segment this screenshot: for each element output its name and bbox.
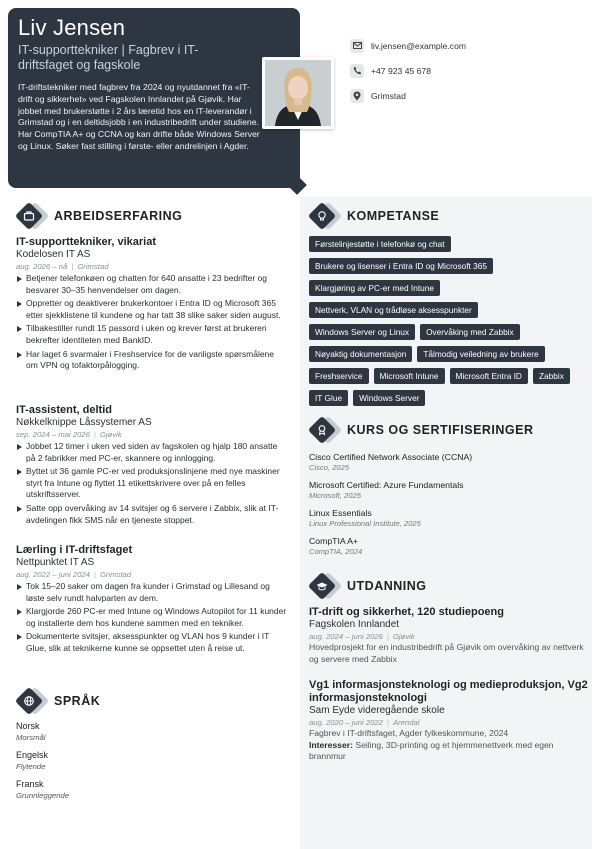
language-name: Norsk	[16, 721, 40, 731]
graduation-cap-icon	[309, 573, 335, 599]
contact-location: Grimstad	[371, 90, 406, 101]
job-meta: aug. 2026 – nå | Grimstad	[16, 262, 109, 271]
candidate-name: Liv Jensen	[18, 15, 126, 40]
section-title-certs: KURS OG SERTIFISERINGER	[347, 423, 534, 437]
skill-chip: Brukere og lisenser i Entra ID og Microsoft 365	[309, 258, 493, 274]
profile-summary: IT-driftstekniker med fagbrev fra 2024 og nyutdannet fra «IT-drift og sikkerhet» ved Fagskolen Innlandet på Gjøvik. Har jobbet med brukerstøtte i 2 års læretid hos en IT-leverandør i Grimstad og i en deltidsjobb i en industribedrift under studiene. Har CompTIA A+ og CCNA og kan drifte både Windows Server og Linux. Søker fast stilling i første- eller andrelinjen i Agder.	[18, 82, 260, 151]
lightbulb-icon	[309, 203, 335, 229]
interests-label: Interesser:	[309, 739, 353, 750]
list-item: Byttet ut 36 gamle PC-er ved produksjonslinjene med nye maskiner styrt fra Intune og flyttet 11 etikettskrivere over på en felles utskriftsserver.	[16, 466, 288, 501]
section-header-skills	[309, 203, 439, 229]
job-title: Lærling i IT-driftsfaget	[16, 544, 133, 556]
section-title-education: UTDANNING	[347, 579, 427, 593]
profile-photo	[262, 57, 334, 129]
section-title-experience: ARBEIDSERFARING	[54, 209, 183, 223]
skill-chip: Windows Server	[353, 390, 425, 406]
list-item: Har laget 6 svarmaler i Freshservice for de vanligste spørsmålene om VPN og tofaktorpålogging.	[16, 349, 288, 372]
interests-text: Seiling, 3D-printing og et hjemmenettverk med egen brannmur	[309, 739, 554, 761]
skill-chip: Microsoft Entra ID	[450, 368, 528, 384]
skill-chip: Windows Server og Linux	[309, 324, 415, 340]
education-school: Fagskolen Innlandet	[309, 619, 400, 630]
job-meta: aug. 2022 – juni 2024 | Grimstad	[16, 570, 132, 579]
cert-list	[309, 451, 589, 563]
language-level: Morsmål	[16, 733, 46, 742]
cert-issuer: Linux Professional Institute, 2025	[309, 519, 421, 528]
cert-name: Linux Essentials	[309, 508, 372, 518]
skill-chip: Overvåking med Zabbix	[420, 324, 520, 340]
job-entry	[16, 236, 288, 374]
contact-email-row[interactable]	[350, 33, 466, 58]
phone-icon	[350, 64, 364, 78]
section-header-experience	[16, 203, 182, 229]
list-item: Tilbakestiller rundt 15 passord i uken og krever først at brukeren bekrefter identiteten med BankID.	[16, 323, 288, 346]
education-entry	[309, 679, 589, 763]
language-name: Fransk	[16, 779, 44, 789]
list-item: Tok 15–20 saker om dagen fra kunder i Grimstad og Lillesand og løste selv rundt halvparten av dem.	[16, 581, 288, 604]
cert-name: CompTIA A+	[309, 536, 359, 546]
award-icon	[309, 417, 335, 443]
job-entry	[16, 544, 288, 657]
job-bullets	[16, 273, 288, 372]
section-title-languages: SPRÅK	[54, 694, 101, 708]
candidate-role: IT-supporttekniker | Fagbrev i IT-driftsfaget og fagskole	[18, 43, 199, 72]
skill-chip: IT Glue	[309, 390, 348, 406]
job-employer: Nettpunktet IT AS	[16, 557, 95, 568]
education-description: Fagbrev i IT-driftsfaget, Agder fylkeskommune, 2024	[309, 728, 509, 738]
interests	[309, 740, 589, 763]
skill-chip: Microsoft Intune	[374, 368, 445, 384]
portrait-image	[265, 60, 331, 126]
education-description: Hovedprosjekt for en industribedrift på Gjøvik om overvåking av nettverk og servere med Zabbix	[309, 642, 584, 664]
list-item: Jobbet 12 timer i uken ved siden av fagskolen og hjalp 180 ansatte på 2 fabrikker med PC-er, skannere og innlogging.	[16, 441, 288, 464]
contact-block	[350, 33, 466, 108]
section-title-skills: KOMPETANSE	[347, 209, 440, 223]
education-entry	[309, 606, 589, 665]
skill-chip: Freshservice	[309, 368, 369, 384]
education-meta: aug. 2024 – juni 2026 | Gjøvik	[309, 632, 415, 641]
education-title: IT-drift og sikkerhet, 120 studiepoeng	[309, 606, 504, 618]
section-header-languages	[16, 688, 100, 714]
job-bullets	[16, 581, 288, 655]
list-item: Oppretter og deaktiverer brukerkontoer i Entra ID og Microsoft 365 etter sjekklistene til kundene og har tatt 38 slike saker siden august.	[16, 298, 288, 321]
contact-phone-row[interactable]	[350, 58, 466, 83]
education-title: Vg1 informasjonsteknologi og medieproduksjon, Vg2 informasjonsteknologi	[309, 679, 588, 704]
list-item: Satte opp overvåking av 14 svitsjer og 6 servere i Zabbix, slik at IT-avdelingen fikk SMS når en tjeneste stoppet.	[16, 503, 288, 526]
job-entry	[16, 404, 288, 528]
contact-location-row	[350, 83, 466, 108]
cert-issuer: CompTIA, 2024	[309, 547, 363, 556]
list-item: Betjener telefonkøen og chatten for 640 ansatte i 23 bedrifter og besvarer 30–35 henvendelser om dagen.	[16, 273, 288, 296]
skill-chip: Førstelinjestøtte i telefonkø og chat	[309, 236, 451, 252]
mail-icon	[350, 39, 364, 53]
cert-issuer: Cisco, 2025	[309, 463, 350, 472]
contact-email[interactable]: liv.jensen@example.com	[371, 40, 467, 51]
cert-name: Microsoft Certified: Azure Fundamentals	[309, 480, 464, 490]
map-pin-icon	[350, 89, 364, 103]
job-title: IT-supporttekniker, vikariat	[16, 236, 156, 248]
job-bullets	[16, 441, 288, 526]
language-name: Engelsk	[16, 750, 49, 760]
language-level: Flytende	[16, 762, 46, 771]
skill-chip: Zabbix	[533, 368, 570, 384]
contact-phone[interactable]: +47 923 45 678	[371, 65, 431, 76]
education-meta: aug. 2020 – juni 2022 | Arendal	[309, 718, 420, 727]
job-employer: Kodelosen IT AS	[16, 249, 91, 260]
job-employer: Nøkkelknippe Låssystemer AS	[16, 417, 152, 428]
skill-chip: Nettverk, VLAN og trådløse aksesspunkter	[309, 302, 478, 318]
cert-issuer: Microsoft, 2025	[309, 491, 361, 500]
globe-icon	[16, 688, 42, 714]
education-school: Sam Eyde videregående skole	[309, 705, 445, 716]
section-header-education	[309, 573, 427, 599]
header-card	[8, 8, 300, 188]
list-item: Klargjorde 260 PC-er med Intune og Windows Autopilot for 11 kunder og installerte dem hos kundene sammen med en tekniker.	[16, 606, 288, 629]
skill-chip: Nøyaktig dokumentasjon	[309, 346, 412, 362]
cert-name: Cisco Certified Network Associate (CCNA)	[309, 452, 473, 462]
job-title: IT-assistent, deltid	[16, 404, 112, 416]
list-item: Dokumenterte svitsjer, aksesspunkter og VLAN hos 9 kunder i IT Glue, slik at teknikerne kunne se oppsettet uten å reise ut.	[16, 631, 288, 654]
language-list	[16, 720, 288, 807]
language-level: Grunnleggende	[16, 791, 70, 800]
skills-list	[309, 236, 589, 412]
skill-chip: Klargjøring av PC-er med Intune	[309, 280, 440, 296]
job-meta: sep. 2024 – mai 2026 | Gjøvik	[16, 430, 122, 439]
skill-chip: Tålmodig veiledning av brukere	[417, 346, 544, 362]
briefcase-icon	[16, 203, 42, 229]
section-header-certs	[309, 417, 534, 443]
